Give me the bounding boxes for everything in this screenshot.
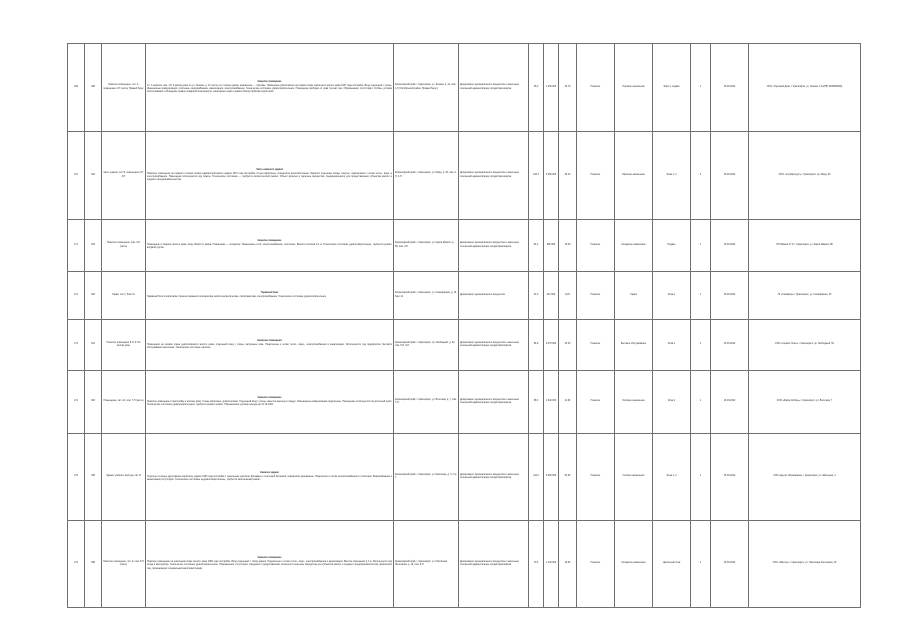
object-type: Нежилое bbox=[577, 272, 615, 320]
object-share: 33,40 bbox=[559, 320, 577, 371]
table-row bbox=[68, 371, 861, 434]
object-address: Красноярский край, г. Красноярск, ул. Мира, д. 36, пом. 2-Н, 3-Н bbox=[394, 132, 459, 220]
description-heading: Нежилое помещение bbox=[257, 396, 282, 399]
object-owner: Департамент муниципального имущества и земельных отношений администрации города Красноярска bbox=[459, 521, 529, 608]
object-address: Красноярский край, г. Красноярск, ул. Взлетная, д. 7, пом. 7-Н bbox=[394, 371, 459, 434]
object-count: 1 bbox=[691, 44, 711, 132]
object-address: Красноярский край, г. Красноярск, пр. Свободный, д. 52, пом. 5-Н, 6-Н bbox=[394, 320, 459, 371]
table-row bbox=[68, 132, 861, 220]
object-area: 64,2 bbox=[529, 220, 544, 272]
record-date: 16.03.2022 bbox=[711, 371, 749, 434]
object-owner: Департамент муниципального имущества и земельных отношений администрации города Красноярска bbox=[459, 44, 529, 132]
lessee-organization: ООО «Фарм-Сибирь» г. Красноярск, ул. Взлетная, 7 bbox=[749, 371, 861, 434]
description-heading: Гаражный бокс bbox=[260, 292, 279, 294]
object-area: 128,4 bbox=[529, 132, 544, 220]
object-count: 1 bbox=[691, 521, 711, 608]
object-share: 8,20 bbox=[559, 272, 577, 320]
description-heading: Нежилое здание bbox=[260, 471, 279, 474]
object-address: Красноярский край, г. Красноярск, ул. Ленина, д. 14, пом. 1-Н (Октябрьский район, Правый берег) bbox=[394, 44, 459, 132]
object-name: Помещение, лит. А1, пом. 7-Н (часть) bbox=[102, 371, 146, 434]
row-number: 172 bbox=[68, 272, 85, 320]
object-type: Нежилое bbox=[577, 521, 615, 608]
object-floor: Этаж 1, 2 bbox=[653, 132, 691, 220]
table-row bbox=[68, 434, 861, 521]
object-area: 45,0 bbox=[529, 44, 544, 132]
object-floor: Этаж 1, 2 bbox=[653, 434, 691, 521]
description-heading: Нежилое помещение bbox=[257, 240, 282, 243]
object-type: Нежилое bbox=[577, 220, 615, 272]
object-share: 21,90 bbox=[559, 371, 577, 434]
object-price: 980 000 bbox=[544, 220, 559, 272]
object-price: 310 000 bbox=[544, 272, 559, 320]
object-name: Нежилое помещение, пом. 4-Н (часть) bbox=[102, 220, 146, 272]
object-type: Нежилое bbox=[577, 44, 615, 132]
object-area: 58,3 bbox=[529, 371, 544, 434]
object-description bbox=[146, 320, 394, 371]
row-number: 169 bbox=[68, 44, 85, 132]
object-id: 341 bbox=[85, 320, 102, 371]
object-share: 15,30 bbox=[559, 220, 577, 272]
object-owner: Департамент муниципального имущества bbox=[459, 272, 529, 320]
lessee-organization: ООО «Стройресурс» г. Красноярск, пр. Мира, 36 bbox=[749, 132, 861, 220]
record-date: 16.03.2022 bbox=[711, 521, 749, 608]
object-price: 1 250 000 bbox=[544, 44, 559, 132]
table-row bbox=[68, 521, 861, 608]
object-owner: Департамент муниципального имущества и земельных отношений администрации города Красноярска bbox=[459, 434, 529, 521]
object-address: Красноярский край, г. Красноярск, ул. Партизана Железняка, д. 19, пом. 8-Н bbox=[394, 521, 459, 608]
description-text: Отдельно стоящее двухэтажное кирпичное здание 1965 года постройки с земельным участком. Фундамент ленточный бетонный, перекрытия деревянные. Подключено к сетям электроснабжения и отопления. Водоснабжение и канализация отсутствуют. Техническое состояние неудовлетворительное, требуется капитальный ремонт. bbox=[147, 475, 392, 481]
object-description bbox=[146, 521, 394, 608]
description-text: Помещение в подвале жилого дома, вход общий со двора. Назначение — складское. Инженерные сети: электроснабжение, отопление. Высота потолков 2,4 м. Техническое состояние удовлетворительное, требуется ремонт входной группы. bbox=[147, 244, 392, 250]
object-count: 1 bbox=[691, 320, 711, 371]
object-type: Нежилое bbox=[577, 371, 615, 434]
table-row bbox=[68, 272, 861, 320]
row-number: 171 bbox=[68, 220, 85, 272]
object-owner: Департамент муниципального имущества и земельных отношений администрации города Красноярска bbox=[459, 320, 529, 371]
row-number: 176 bbox=[68, 521, 85, 608]
object-count: 1 bbox=[691, 434, 711, 521]
object-name: Нежилое помещение 5-Н, 6-Н в жилом доме bbox=[102, 320, 146, 371]
object-count: 1 bbox=[691, 272, 711, 320]
record-date: 16.03.2022 bbox=[711, 132, 749, 220]
object-id: 343 bbox=[85, 220, 102, 272]
description-text: пл. 3 нежилое пом. 1-Н в жилом доме по ул. Ленина, д. 14 (часть) со стороны двора, назначение — торговое. Помещение расположено на первом этаже кирпичного жилого дома 1957 года постройки. Вход отдельный с улицы. Инженерные коммуникации: отопление, водоснабжение, канализация, электроснабжение. Техническое состояние удовлетворительное. Помещение свободно от прав третьих лиц. Обременения: отсутствуют. Особые условия использования: соблюдение правил пожарной безопасности, санитарных норм и правил благоустройства территории. bbox=[147, 84, 392, 93]
object-area: 412,0 bbox=[529, 434, 544, 521]
object-price: 3 650 000 bbox=[544, 132, 559, 220]
description-heading: Нежилые помещения bbox=[257, 339, 282, 342]
object-id: 344 bbox=[85, 132, 102, 220]
description-text: Нежилое помещение на цокольном этаже жилого дома 1984 года постройки. Вход отдельный с торца здания. Подключено к сетям тепло-, водо-, электроснабжения и канализации. Высота помещения 2,7 м. Используется под склад и мастерскую. Техническое состояние удовлетворительное. Обременения: отсутствуют. Сведения о предоставлении: включено в перечень имущества для субъектов малого и среднего предпринимательства, физических лиц, применяющих специальный налоговый режим. bbox=[147, 561, 392, 570]
object-purpose: Складское назначение bbox=[615, 220, 653, 272]
object-name: Часть здания, лит. Б, помещения 2-Н, 3-Н bbox=[102, 132, 146, 220]
description-heading: Нежилое помещение bbox=[257, 557, 282, 560]
object-floor: Этаж 1, подвал bbox=[653, 44, 691, 132]
object-purpose: Торговое назначение bbox=[615, 371, 653, 434]
object-area: 96,8 bbox=[529, 320, 544, 371]
object-purpose: Торговое назначение bbox=[615, 44, 653, 132]
record-date: 16.03.2022 bbox=[711, 320, 749, 371]
object-description bbox=[146, 44, 394, 132]
object-share: 18,60 bbox=[559, 521, 577, 608]
record-date: 16.03.2022 bbox=[711, 44, 749, 132]
object-description bbox=[146, 272, 394, 320]
object-name: Здание учебного корпуса, лит. В bbox=[102, 434, 146, 521]
object-purpose: Учебное назначение bbox=[615, 434, 653, 521]
object-count: 1 bbox=[691, 220, 711, 272]
object-owner: Департамент муниципального имущества и земельных отношений администрации города Красноярска bbox=[459, 371, 529, 434]
table-row bbox=[68, 220, 861, 272]
object-floor: Этаж 1 bbox=[653, 272, 691, 320]
object-share: 52,00 bbox=[559, 434, 577, 521]
object-address: Красноярский край, г. Красноярск, ул. Семафорная, д. 15, бокс 12 bbox=[394, 272, 459, 320]
object-count: 2 bbox=[691, 132, 711, 220]
object-purpose: Офисное назначение bbox=[615, 132, 653, 220]
object-price: 1 120 000 bbox=[544, 521, 559, 608]
row-number: 170 bbox=[68, 132, 85, 220]
object-floor: Этаж 1 bbox=[653, 320, 691, 371]
object-id: 345 bbox=[85, 44, 102, 132]
description-heading: Часть нежилого здания bbox=[256, 168, 283, 171]
description-text: Помещения на первом этаже девятиэтажного жилого дома, отдельный вход с улицы, витринные окна. Подключены к сетям тепло-, водо-, электроснабжения и канализации. Используются под предприятие бытового обслуживания населения. Техническое состояние хорошее. bbox=[147, 343, 392, 349]
lessee-organization: ООО «Сервис-Плюс» г. Красноярск, пр. Свободный, 52 bbox=[749, 320, 861, 371]
object-price: 5 900 000 bbox=[544, 434, 559, 521]
object-name: Нежилое помещение, лит. А, пом. 8-Н (часть) bbox=[102, 521, 146, 608]
object-id: 340 bbox=[85, 371, 102, 434]
description-text: Нежилые помещения на первом и втором этажах административного здания 1972 года постройки. Стены кирпичные, перекрытия железобетонные. Имеются отдельные входы, санузел, подключение к сетям тепло-, водо- и электроснабжения. Помещения используются под офисы. Техническое состояние — требуется косметический ремонт. Объект включен в перечень имущества, предназначенного для предоставления субъектам малого и среднего предпринимательства. bbox=[147, 172, 392, 181]
record-date: 16.03.2022 bbox=[711, 220, 749, 272]
row-number: 174 bbox=[68, 371, 85, 434]
lessee-organization: ООО «Торговый Дом» г. Красноярск, ул. Ленина, 14 (ИНН 2465000000) bbox=[749, 44, 861, 132]
record-date: 16.03.2022 bbox=[711, 272, 749, 320]
object-area: 21,6 bbox=[529, 272, 544, 320]
object-id: 342 bbox=[85, 272, 102, 320]
object-purpose: Бытовое обслуживание bbox=[615, 320, 653, 371]
object-owner: Департамент муниципального имущества и земельных отношений администрации города Красноярска bbox=[459, 220, 529, 272]
object-name: Нежилое помещение, лит. А, помещение 1-Н (часть) Правый берег bbox=[102, 44, 146, 132]
object-floor: Подвал bbox=[653, 220, 691, 272]
description-text: Нежилое помещение в пристройке к жилому дому. Стены кирпичные, кровля мягкая. Отдельный вход с улицы, имеется крыльцо и пандус. Инженерные коммуникации подключены. Помещение используется под аптечный пункт. Техническое состояние удовлетворительное, требуется ремонт кровли. Обременения: договор аренды до 31.12.2022. bbox=[147, 400, 392, 406]
object-description bbox=[146, 371, 394, 434]
object-type: Нежилое bbox=[577, 320, 615, 371]
object-share: 28,10 bbox=[559, 132, 577, 220]
object-price: 1 640 000 bbox=[544, 371, 559, 434]
object-address: Красноярский край, г. Красноярск, ул. Школьная, д. 3, стр. 1 bbox=[394, 434, 459, 521]
registry-table bbox=[67, 43, 861, 608]
object-description bbox=[146, 220, 394, 272]
table-row bbox=[68, 320, 861, 371]
row-number: 173 bbox=[68, 320, 85, 371]
object-price: 2 870 000 bbox=[544, 320, 559, 371]
object-address: Красноярский край, г. Красноярск, ул. Карла Маркса, д. 88, пом. 4-Н bbox=[394, 220, 459, 272]
object-owner: Департамент муниципального имущества и земельных отношений администрации города Красноярска bbox=[459, 132, 529, 220]
lessee-organization: ООО «Мастер» г. Красноярск, ул. Партизана Железняка, 19 bbox=[749, 521, 861, 608]
object-count: 1 bbox=[691, 371, 711, 434]
object-description bbox=[146, 434, 394, 521]
description-text: Гаражный бокс в кирпичном строении гаражного кооператива, ворота металлические, смотровая яма, электроснабжение. Техническое состояние удовлетворительное. bbox=[147, 295, 327, 298]
record-date: 16.03.2022 bbox=[711, 434, 749, 521]
object-description bbox=[146, 132, 394, 220]
object-purpose: Складское назначение bbox=[615, 521, 653, 608]
object-type: Нежилое bbox=[577, 132, 615, 220]
object-purpose: Гараж bbox=[615, 272, 653, 320]
row-number: 175 bbox=[68, 434, 85, 521]
object-share: 45,70 bbox=[559, 44, 577, 132]
lessee-organization: ИП Иванов И. И. г. Красноярск, ул. Карла Маркса, 88 bbox=[749, 220, 861, 272]
description-heading: Нежилое помещение bbox=[257, 80, 282, 83]
object-id: 339 bbox=[85, 434, 102, 521]
object-floor: Этаж 1 bbox=[653, 371, 691, 434]
lessee-organization: АНО «Центр образования» г. Красноярск, ул. Школьная, 3 bbox=[749, 434, 861, 521]
object-type: Нежилое bbox=[577, 434, 615, 521]
table-row bbox=[68, 44, 861, 132]
object-floor: Цокольный этаж bbox=[653, 521, 691, 608]
lessee-organization: ГК «Семафор» г. Красноярск, ул. Семафорная, 15 bbox=[749, 272, 861, 320]
object-area: 73,5 bbox=[529, 521, 544, 608]
object-id: 338 bbox=[85, 521, 102, 608]
object-name: Гараж, лит. Г, бокс 12 bbox=[102, 272, 146, 320]
